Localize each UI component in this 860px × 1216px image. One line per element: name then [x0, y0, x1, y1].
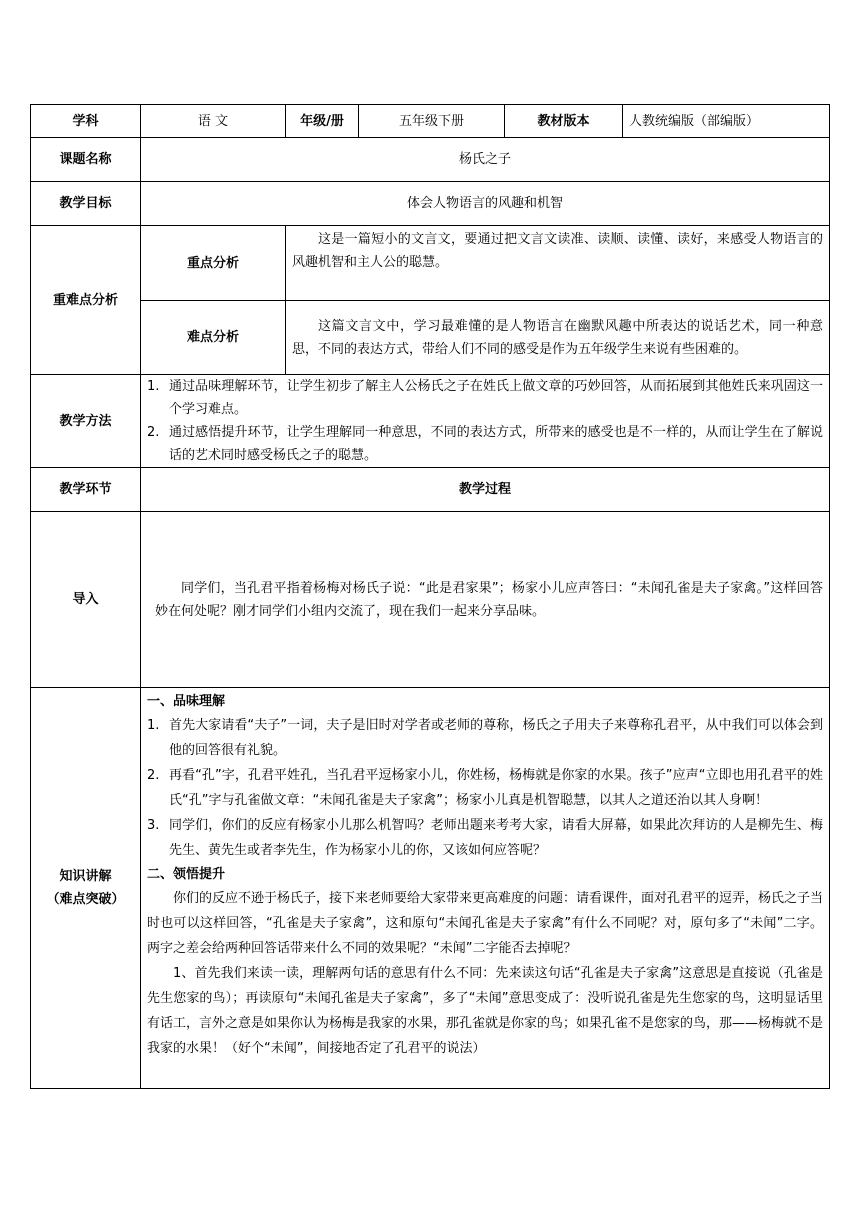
- section2-paragraph-2: 1、首先我们来读一读，理解两句话的意思有什么不同：先来读这句话“孔雀是夫子家禽”这意思是直接说（孔雀是先生您家的鸟）；再读原句“未闻孔雀是夫子家禽”，多了“未闻”意思变成了：没听说孔雀是先生您家的鸟，这明显话里有话工，言外之意是如果你认为杨梅是我家的水果，那孔雀就是你家的鸟；如果孔雀不是您家的鸟，那——杨梅就不是我家的水果！（好个“未闻”，间接地否定了孔君平的说法）: [147, 966, 824, 1056]
- lesson-plan-table: [30, 104, 830, 1089]
- list-item: 1. 通过品味理解环节，让学生初步了解主人公杨氏之子在姓氏上做文章的巧妙回答，从而拓展到其他姓氏来巩固这一个学习难点。: [147, 379, 823, 417]
- key-analysis-text: 这是一篇短小的文言文，要通过把文言文读准、读顺、读懂、读好，来感受人物语言的风趣机智和主人公的聪慧。: [286, 226, 830, 301]
- list-item: 2. 再看“孔”字，孔君平姓孔，当孔君平逗杨家小儿，你姓杨，杨梅就是你家的水果。孩子”应声“立即也用孔君平的姓氏“孔”字与孔雀做文章：“未闻孔雀是夫子家禽”；杨家小儿真是机智聪慧，以其人之道还治以其人身啊！: [147, 768, 823, 808]
- list-item: 3. 同学们，你们的反应有杨家小儿那么机智吗？老师出题来考考大家，请看大屏幕，如果此次拜访的人是柳先生、梅先生、黄先生或者李先生，作为杨家小儿的你，又该如何应答呢？: [147, 818, 823, 858]
- process-header-row: [31, 468, 830, 512]
- goal-row: [31, 182, 830, 226]
- intro-row: [31, 512, 830, 688]
- header-row: [31, 105, 830, 138]
- edition-label: 教材版本: [505, 105, 623, 138]
- process-label: 教学过程: [141, 468, 830, 512]
- edition-value: 人教统编版（部编版）: [623, 105, 830, 138]
- methods-content: [141, 375, 830, 468]
- intro-label: 导入: [31, 512, 141, 688]
- section2-title: 二、领悟提升: [147, 867, 226, 882]
- grade-label: 年级/册: [286, 105, 359, 138]
- subject-label: 学科: [31, 105, 141, 138]
- knowledge-content: [141, 688, 830, 1089]
- knowledge-label-line1: 知识讲解: [59, 869, 112, 884]
- hard-analysis-label: 难点分析: [141, 301, 286, 375]
- knowledge-label: [31, 688, 141, 1089]
- methods-label: 教学方法: [31, 375, 141, 468]
- key-analysis-row: [31, 226, 830, 301]
- section1-list: [147, 713, 823, 863]
- goal-label: 教学目标: [31, 182, 141, 226]
- methods-row: [31, 375, 830, 468]
- goal-value: 体会人物语言的风趣和机智: [141, 182, 830, 226]
- knowledge-label-line2: （难点突破）: [46, 892, 125, 907]
- knowledge-row: [31, 688, 830, 1089]
- analysis-label: 重难点分析: [31, 226, 141, 375]
- subject-value: 语 文: [141, 105, 286, 138]
- lesson-title-value: 杨氏之子: [141, 138, 830, 182]
- list-item: 2. 通过感悟提升环节，让学生理解同一种意思，不同的表达方式，所带来的感受也是不一样的，从而让学生在了解说话的艺术同时感受杨氏之子的聪慧。: [147, 425, 823, 463]
- methods-list: [147, 375, 823, 467]
- hard-analysis-text: 这篇文言文中，学习最难懂的是人物语言在幽默风趣中所表达的说话艺术，同一种意思，不同的表达方式，带给人们不同的感受是作为五年级学生来说有些困难的。: [286, 301, 830, 375]
- section2-paragraph-1: 你们的反应不逊于杨氏子，接下来老师要给大家带来更高难度的问题：请看课件，面对孔君平的逗弄，杨氏之子当时也可以这样回答，“孔雀是夫子家禽”，这和原句“未闻孔雀是夫子家禽”有什么不同呢？对，原句多了“未闻”二字。两字之差会给两种回答话带来什么不同的效果呢？“未闻”二字能否去掉呢？: [147, 891, 824, 956]
- title-row: [31, 138, 830, 182]
- list-item: 1. 首先大家请看“夫子”一词，夫子是旧时对学者或老师的尊称，杨氏之子用夫子来尊称孔君平，从中我们可以体会到他的回答很有礼貌。: [147, 718, 823, 758]
- stage-label: 教学环节: [31, 468, 141, 512]
- section1-title: 一、品味理解: [147, 694, 226, 709]
- key-analysis-label: 重点分析: [141, 226, 286, 301]
- hard-analysis-row: [31, 301, 830, 375]
- lesson-title-label: 课题名称: [31, 138, 141, 182]
- intro-text: 同学们，当孔君平指着杨梅对杨氏子说：“此是君家果”；杨家小儿应声答曰：“未闻孔雀是夫子家禽。”这样回答妙在何处呢？刚才同学们小组内交流了，现在我们一起来分享品味。: [141, 512, 830, 688]
- grade-value: 五年级下册: [359, 105, 505, 138]
